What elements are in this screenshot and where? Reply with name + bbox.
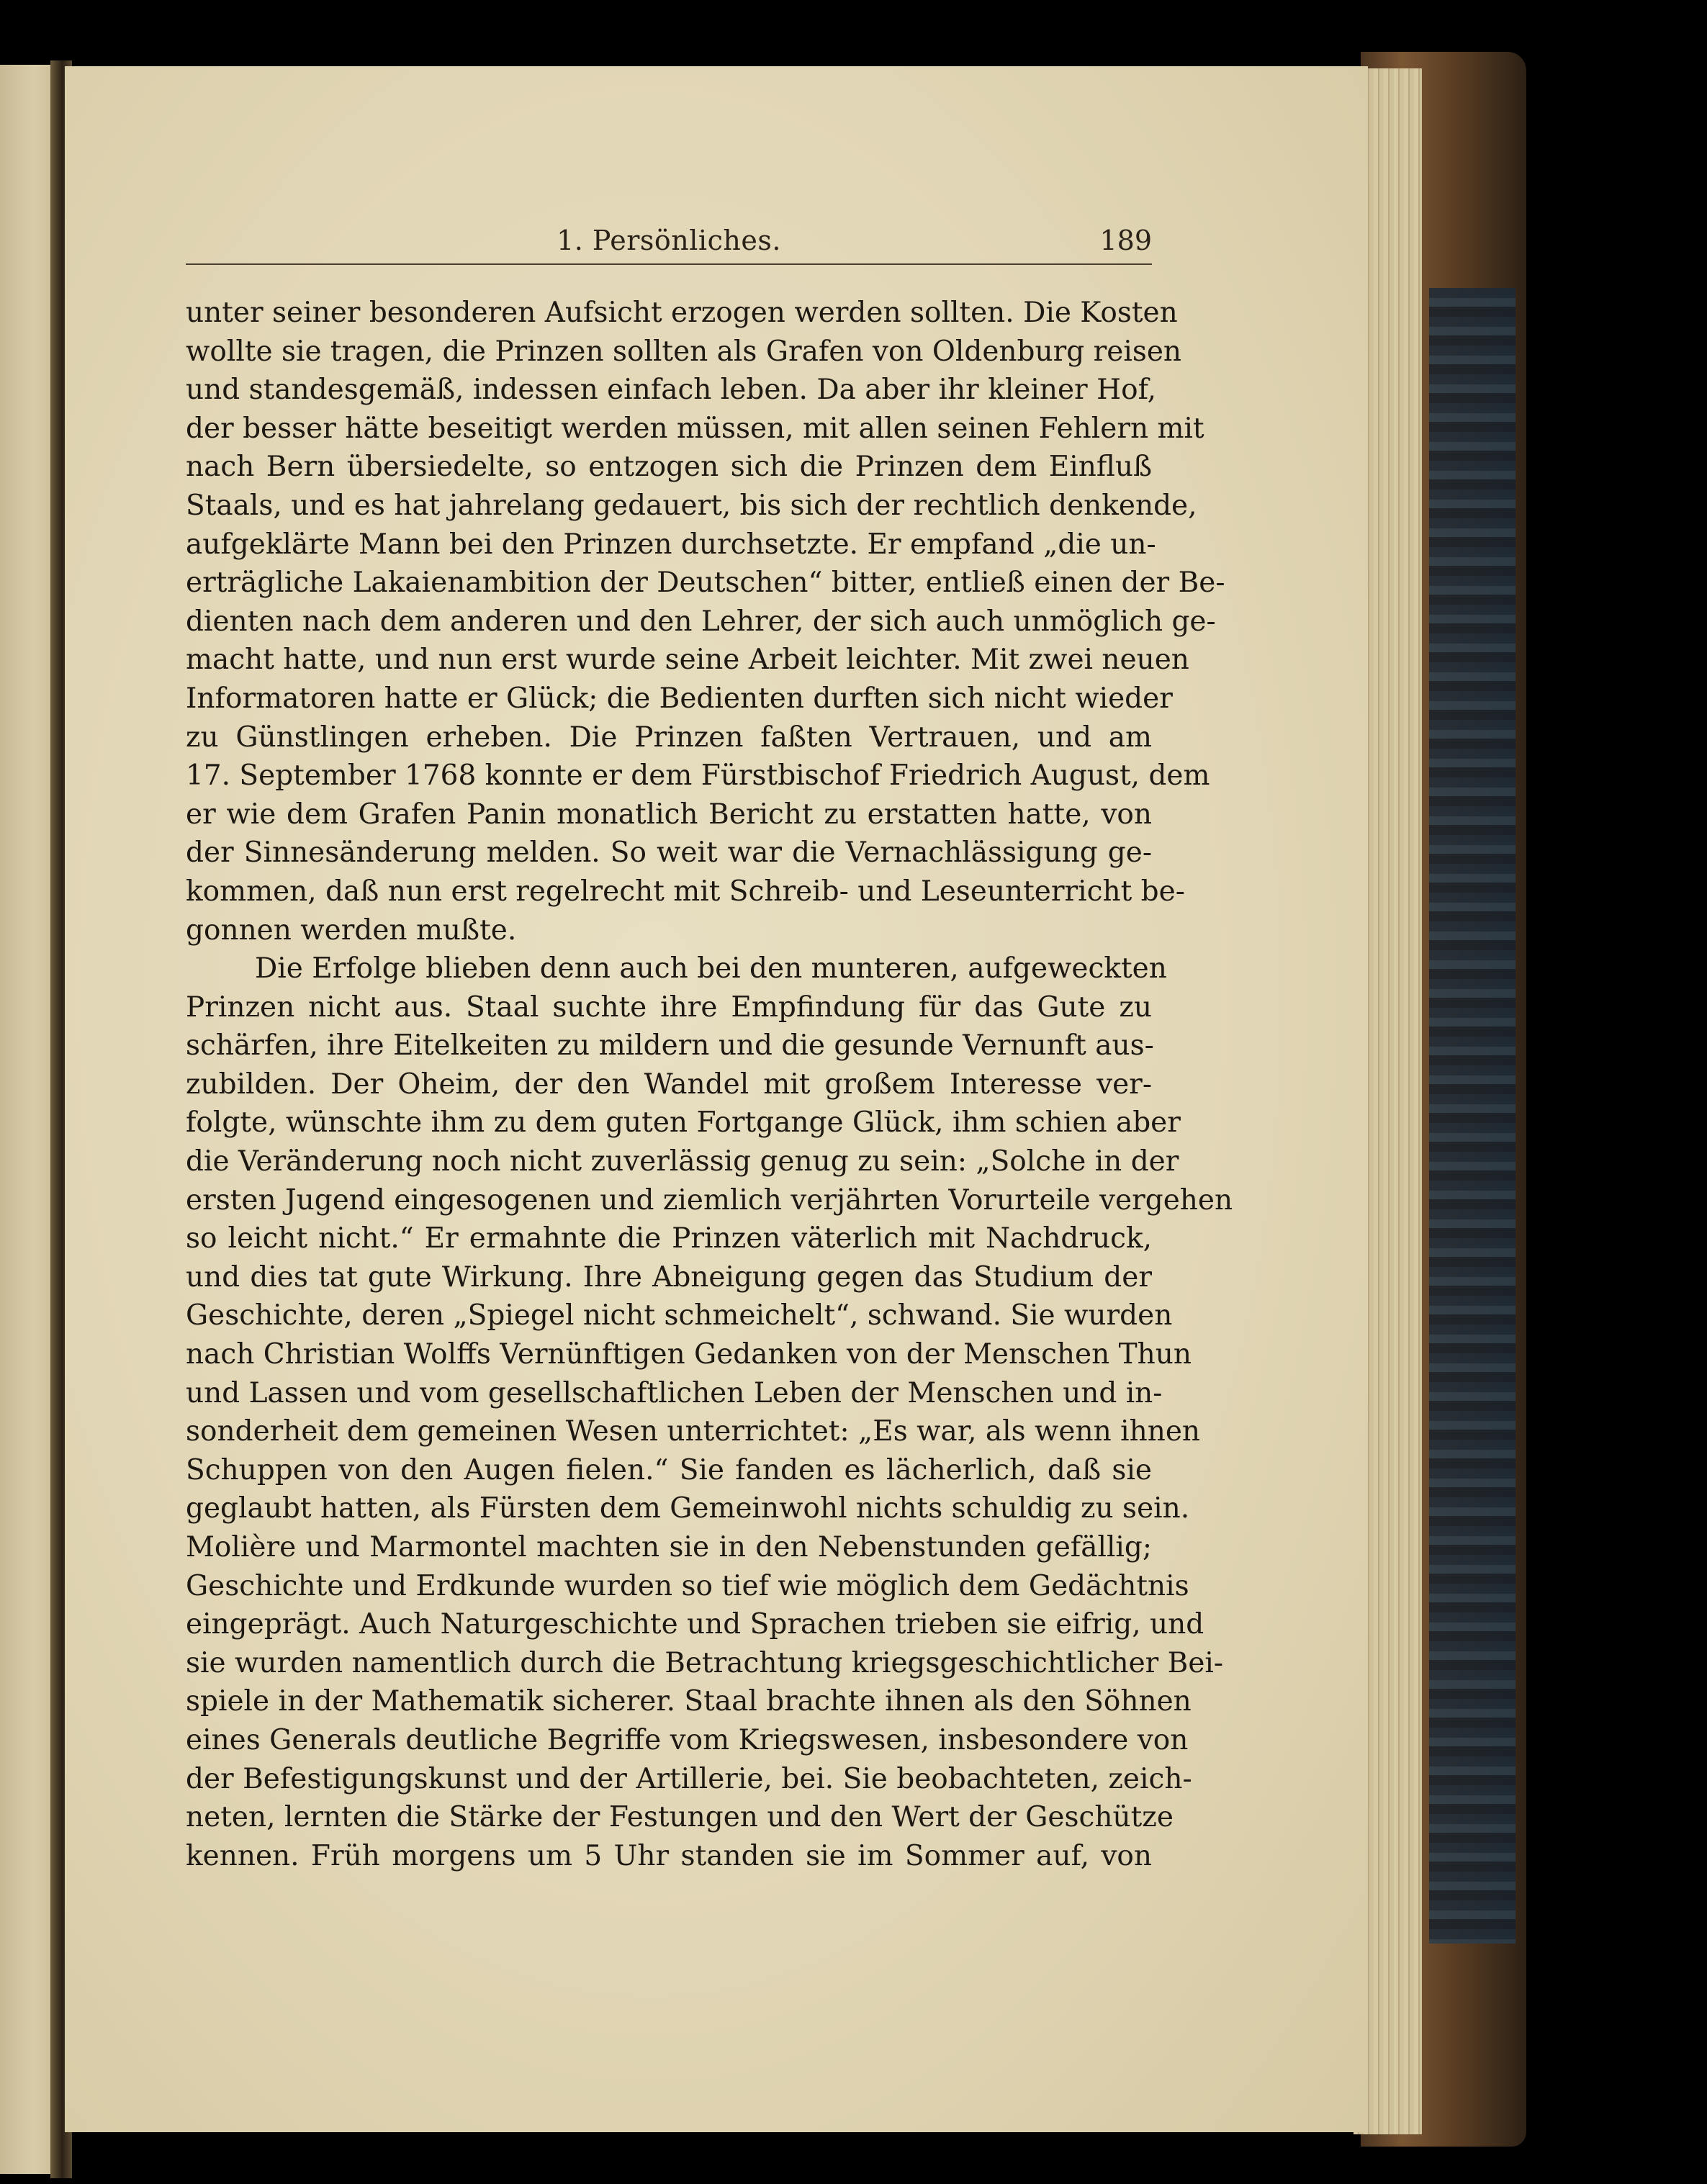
text-line: Staals, und es hat jahrelang gedauert, bis sich der rechtlich denkende, (186, 489, 1197, 522)
text-line: nach Christian Wolffs Vernünftigen Gedanken von der Menschen Thun (186, 1338, 1192, 1371)
text-line: neten, lernten die Stärke der Festungen und den Wert der Geschütze (186, 1801, 1174, 1834)
text-line: Prinzen nicht aus. Staal suchte ihre Empfindung für das Gute zu (186, 991, 1152, 1024)
text-line: zubilden. Der Oheim, der den Wandel mit großem Interesse ver- (186, 1068, 1152, 1101)
text-line: Geschichte, deren „Spiegel nicht schmeichelt“, schwand. Sie wurden (186, 1299, 1173, 1332)
text-line: unter seiner besonderen Aufsicht erzogen werden sollten. Die Kosten (186, 297, 1178, 329)
text-line: Molière und Marmontel machten sie in den Nebenstunden gefällig; (186, 1531, 1152, 1563)
text-line: der besser hätte beseitigt werden müssen, mit allen seinen Fehlern mit (186, 412, 1204, 445)
running-title: 1. Persönliches. (557, 225, 781, 256)
text-line: spiele in der Mathematik sicherer. Staal brachte ihnen als den Söhnen (186, 1685, 1192, 1718)
text-line: die Veränderung noch nicht zuverlässig genug zu sein: „Solche in der (186, 1145, 1179, 1178)
text-line: der Befestigungskunst und der Artillerie, bei. Sie beobachteten, zeich- (186, 1762, 1192, 1795)
header-rule (186, 263, 1152, 265)
cover-cloth-binding (1429, 288, 1515, 1944)
text-line: nach Bern übersiedelte, so entzogen sich die Prinzen dem Einfluß (186, 451, 1152, 484)
page-header (186, 225, 1152, 263)
text-line: eines Generals deutliche Begriffe vom Kriegswesen, insbesondere von (186, 1723, 1189, 1756)
text-line: Schuppen von den Augen fielen.“ Sie fanden es lächerlich, daß sie (186, 1453, 1152, 1486)
left-page-edge (0, 65, 56, 2174)
text-line: der Sinnesänderung melden. So weit war die Vernachlässigung ge- (186, 836, 1152, 870)
text-line: kommen, daß nun erst regelrecht mit Schreib- und Leseunterricht be- (186, 875, 1185, 908)
text-line: und standesgemäß, indessen einfach leben. Da aber ihr kleiner Hof, (186, 374, 1157, 407)
text-line: eingeprägt. Auch Naturgeschichte und Sprachen trieben sie eifrig, und (186, 1608, 1204, 1641)
text-line: und dies tat gute Wirkung. Ihre Abneigung gegen das Studium der (186, 1260, 1152, 1294)
text-line: folgte, wünschte ihm zu dem guten Fortgange Glück, ihm schien aber (186, 1106, 1181, 1140)
text-line: zu Günstlingen erheben. Die Prinzen faßten Vertrauen, und am (186, 721, 1152, 754)
text-line: wollte sie tragen, die Prinzen sollten als Grafen von Oldenburg reisen (186, 335, 1182, 368)
text-line: aufgeklärte Mann bei den Prinzen durchsetzte. Er empfand „die un- (186, 528, 1156, 561)
text-line: dienten nach dem anderen und den Lehrer, der sich auch unmöglich ge- (186, 605, 1216, 638)
text-line: Informatoren hatte er Glück; die Bedienten durften sich nicht wieder (186, 682, 1173, 715)
text-line: kennen. Früh morgens um 5 Uhr standen sie im Sommer auf, von (186, 1839, 1152, 1872)
page-number: 189 (1099, 225, 1152, 256)
text-line: gonnen werden mußte. (186, 913, 517, 947)
text-line: Geschichte und Erdkunde wurden so tief wie möglich dem Gedächtnis (186, 1569, 1189, 1602)
body-text (186, 294, 1233, 1875)
text-line: Die Erfolge blieben denn auch bei den munteren, aufgeweckten (255, 952, 1167, 985)
text-line: sonderheit dem gemeinen Wesen unterrichtet: „Es war, als wenn ihnen (186, 1415, 1201, 1448)
text-line: macht hatte, und nun erst wurde seine Arbeit leichter. Mit zwei neuen (186, 644, 1189, 677)
text-line: ersten Jugend eingesogenen und ziemlich verjährten Vorurteile vergehen (186, 1183, 1233, 1217)
text-line: schärfen, ihre Eitelkeiten zu mildern und die gesunde Vernunft aus- (186, 1029, 1154, 1062)
text-line: und Lassen und vom gesellschaftlichen Leben der Menschen und in- (186, 1376, 1163, 1409)
text-line: sie wurden namentlich durch die Betrachtung kriegsgeschichtlicher Bei- (186, 1646, 1224, 1679)
text-line: geglaubt hatten, als Fürsten dem Gemeinwohl nichts schuldig zu sein. (186, 1492, 1190, 1525)
text-line: erträgliche Lakaienambition der Deutschen“ bitter, entließ einen der Be- (186, 567, 1225, 600)
text-line: so leicht nicht.“ Er ermahnte die Prinzen väterlich mit Nachdruck, (186, 1222, 1152, 1255)
text-line: 17. September 1768 konnte er dem Fürstbischof Friedrich August, dem (186, 759, 1210, 793)
text-line: er wie dem Grafen Panin monatlich Bericht zu erstatten hatte, von (186, 798, 1152, 831)
